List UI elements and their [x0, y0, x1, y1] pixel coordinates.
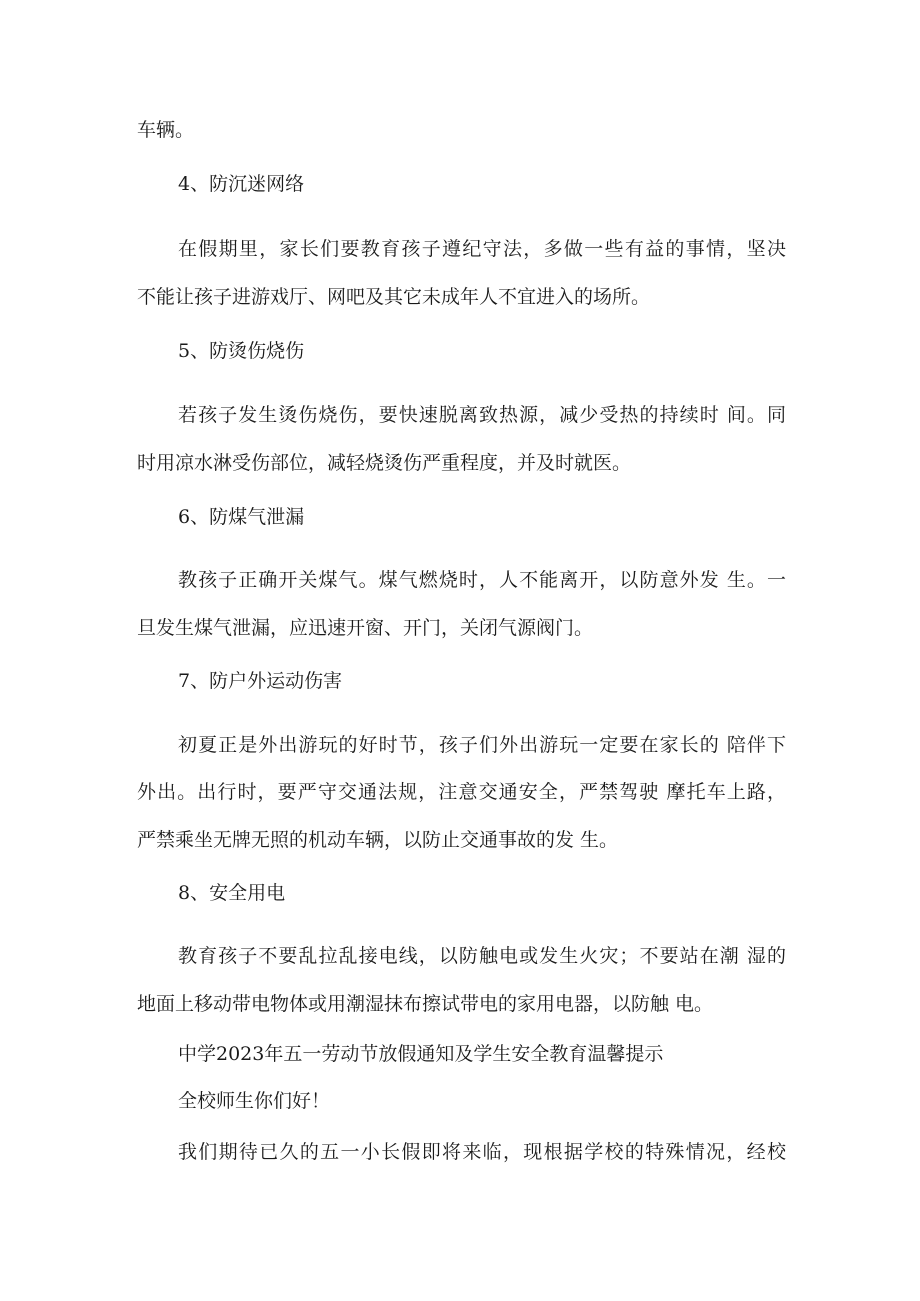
- paragraph-line: 旦发生煤气泄漏，应迅速开窗、开门，关闭气源阀门。: [137, 617, 594, 639]
- section-heading: 7、防户外运动伤害: [178, 670, 343, 692]
- paragraph-line: 在假期里，家长们要教育孩子遵纪守法，多做一些有益的事情，坚决: [178, 238, 786, 260]
- paragraph-line: 时用凉水淋受伤部位，减轻烧烫伤严重程度，并及时就医。: [137, 452, 632, 474]
- paragraph-line: 教育孩子不要乱拉乱接电线，以防触电或发生火灾；不要站在潮 湿的: [178, 945, 786, 967]
- section-heading: 4、防沉迷网络: [178, 173, 305, 195]
- paragraph-line: 教孩子正确开关煤气。煤气燃烧时，人不能离开，以防意外发 生。一: [178, 569, 786, 591]
- paragraph-line: 我们期待已久的五一小长假即将来临，现根据学校的特殊情况，经校: [178, 1141, 786, 1163]
- section-heading: 6、防煤气泄漏: [178, 506, 305, 528]
- paragraph-line: 外出。出行时，要严守交通法规，注意交通安全，严禁驾驶 摩托车上路，: [137, 781, 786, 803]
- paragraph-line: 初夏正是外出游玩的好时节，孩子们外出游玩一定要在家长的 陪伴下: [178, 734, 786, 756]
- section-heading: 5、防烫伤烧伤: [178, 340, 305, 362]
- paragraph-line: 若孩子发生烫伤烧伤，要快速脱离致热源，减少受热的持续时 间。同: [178, 404, 786, 426]
- notice-title: 中学2023年五一劳动节放假通知及学生安全教育温馨提示: [178, 1043, 664, 1065]
- section-heading: 8、安全用电: [178, 882, 286, 904]
- paragraph-line: 严禁乘坐无牌无照的机动车辆，以防止交通事故的发 生。: [137, 829, 619, 851]
- greeting-line: 全校师生你们好！: [178, 1090, 331, 1112]
- paragraph-line: 车辆。: [137, 119, 195, 141]
- paragraph-line: 不能让孩子进游戏厅、网吧及其它未成年人不宜进入的场所。: [137, 286, 651, 308]
- paragraph-line: 地面上移动带电物体或用潮湿抹布擦试带电的家用电器，以防触 电。: [137, 993, 714, 1015]
